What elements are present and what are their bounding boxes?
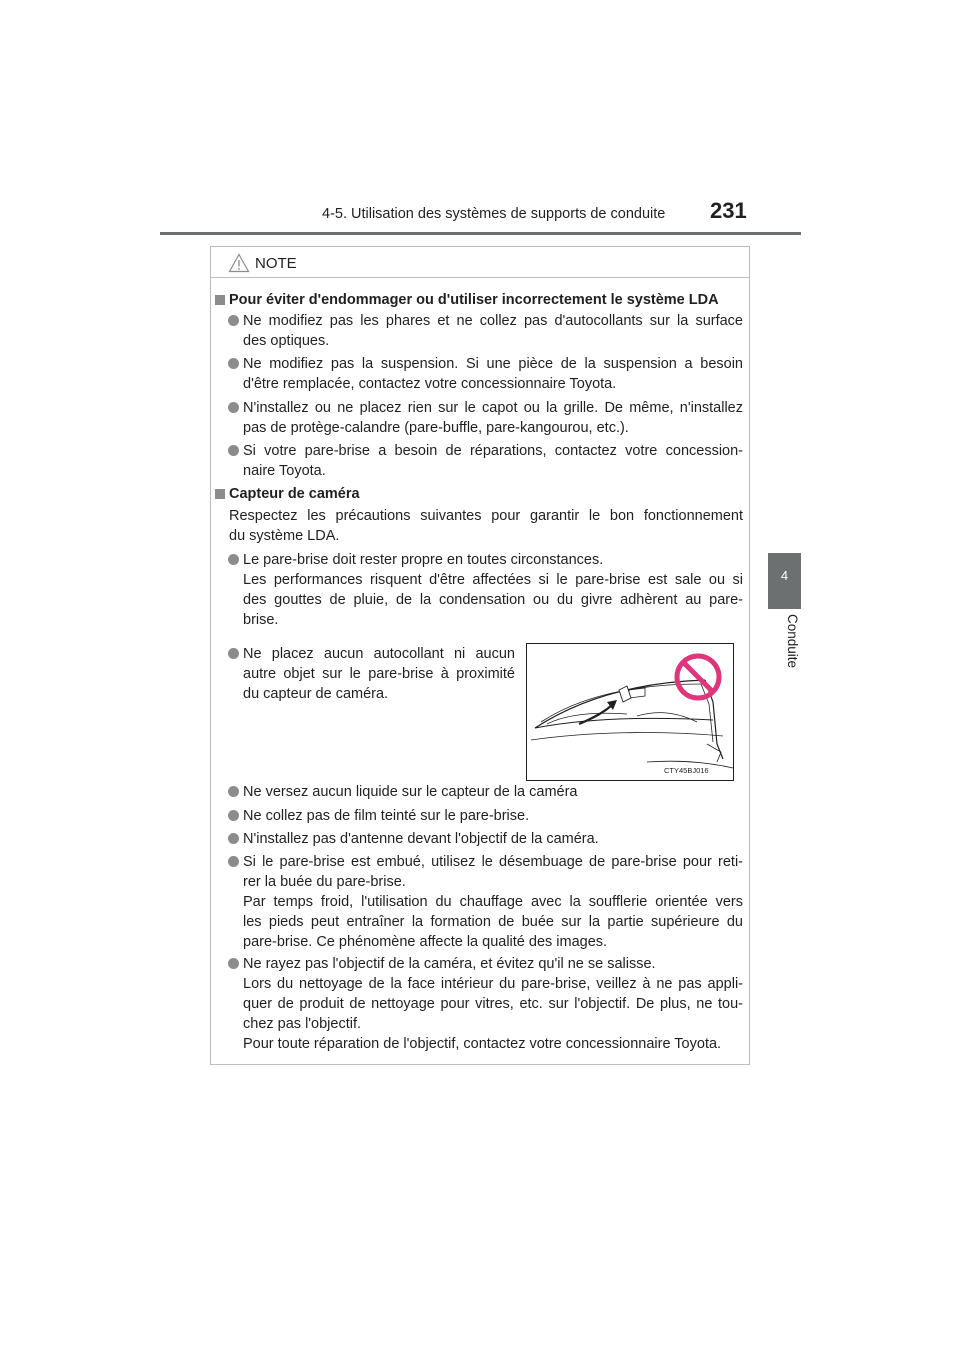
list-item-line: pare-brise. Ce phénomène affecte la qualité des images. <box>243 934 608 950</box>
list-item-line: naire Toyota. <box>243 463 326 479</box>
section-intro-line: Respectez les précautions suivantes pour garantir le bon fonctionnement <box>229 508 743 524</box>
bullet-dot <box>228 856 239 867</box>
list-item-line: Lors du nettoyage de la face intérieur du pare-brise, veillez à ne pas appli- <box>243 976 743 992</box>
list-item-line: des optiques. <box>243 333 330 349</box>
list-item-line: quer de produit de nettoyage pour vitres, etc. sur l'objectif. De plus, ne tou- <box>243 996 743 1012</box>
bullet-dot <box>228 958 239 969</box>
list-item-line: rer la buée du pare-brise. <box>243 874 406 890</box>
list-item-line: Ne collez pas de film teinté sur le pare-brise. <box>243 808 530 824</box>
list-item-line: N'installez pas d'antenne devant l'objectif de la caméra. <box>243 831 599 847</box>
figure-code: CTY45BJ016 <box>664 766 709 775</box>
bullet-dot <box>228 648 239 659</box>
bullet-dot <box>228 315 239 326</box>
section-square-bullet <box>215 295 225 305</box>
windshield-illustration <box>526 643 734 781</box>
list-item-line: les pieds peut entraîner la formation de buée sur la partie supérieure du <box>243 914 743 930</box>
list-item-line: N'installez ou ne placez rien sur le capot ou la grille. De même, n'installez <box>243 400 743 416</box>
warning-triangle-icon <box>228 253 250 273</box>
list-item-line: Les performances risquent d'être affectées si le pare-brise est sale ou si <box>243 572 743 588</box>
bullet-dot <box>228 445 239 456</box>
note-header <box>211 247 749 278</box>
list-item-line: Ne modifiez pas les phares et ne collez pas d'autocollants sur la surface <box>243 313 743 329</box>
chapter-number: 4 <box>780 568 789 583</box>
section-heading: Pour éviter d'endommager ou d'utiliser incorrectement le système LDA <box>229 292 719 308</box>
list-item-line: autre objet sur le pare-brise à proximité <box>243 666 515 682</box>
list-item-line: Ne placez aucun autocollant ni aucun <box>243 646 515 662</box>
page-number: 231 <box>710 198 747 223</box>
list-item-line: Si le pare-brise est embué, utilisez le désembuage de pare-brise pour reti- <box>243 854 743 870</box>
list-item-line: chez pas l'objectif. <box>243 1016 362 1032</box>
chapter-label: Conduite <box>785 614 800 669</box>
list-item-line: pas de protège-calandre (pare-buffle, pare-kangourou, etc.). <box>243 420 629 436</box>
list-item-line: Pour toute réparation de l'objectif, contactez votre concessionnaire Toyota. <box>243 1036 722 1052</box>
header-rule <box>160 232 801 235</box>
bullet-dot <box>228 358 239 369</box>
list-item-line: du capteur de caméra. <box>243 686 389 702</box>
section-heading: Capteur de caméra <box>229 486 360 502</box>
list-item-line: Ne rayez pas l'objectif de la caméra, et évitez qu'il ne se salisse. <box>243 956 656 972</box>
list-item-line: Par temps froid, l'utilisation du chauffage avec la soufflerie orientée vers <box>243 894 743 910</box>
note-label: NOTE <box>255 255 297 272</box>
bullet-dot <box>228 786 239 797</box>
list-item-line: d'être remplacée, contactez votre concessionnaire Toyota. <box>243 376 617 392</box>
bullet-dot <box>228 402 239 413</box>
section-intro-line: du système LDA. <box>229 528 340 544</box>
list-item-line: Si votre pare-brise a besoin de réparations, contactez votre concession- <box>243 443 743 459</box>
section-square-bullet <box>215 489 225 499</box>
no-sticker-prohibition-icon <box>673 652 723 702</box>
bullet-dot <box>228 810 239 821</box>
section-title: 4-5. Utilisation des systèmes de supports de conduite <box>322 206 666 222</box>
list-item-line: Le pare-brise doit rester propre en toutes circonstances. <box>243 552 604 568</box>
bullet-dot <box>228 833 239 844</box>
list-item-line: des gouttes de pluie, de la condensation ou du givre adhèrent au pare- <box>243 592 743 608</box>
list-item-line: Ne versez aucun liquide sur le capteur de la caméra <box>243 784 578 800</box>
list-item-line: Ne modifiez pas la suspension. Si une pièce de la suspension a besoin <box>243 356 743 372</box>
bullet-dot <box>228 554 239 565</box>
list-item-line: brise. <box>243 612 279 628</box>
